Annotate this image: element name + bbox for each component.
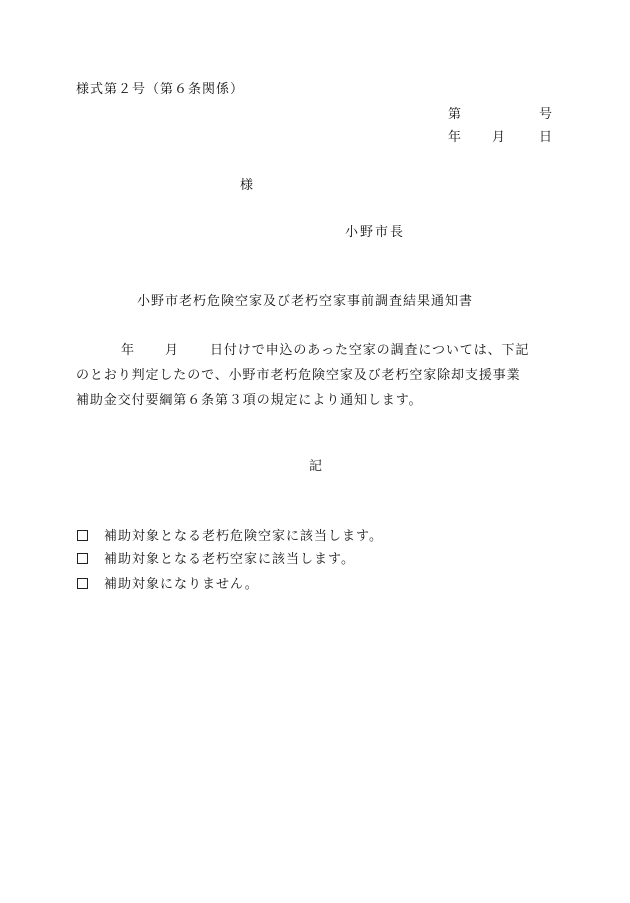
date-year-label: 年 [448,130,462,145]
option-item-1 [76,530,383,543]
form-number-label: 様式第２号（第６条関係） [76,82,245,97]
document-title: 小野市老朽危険空家及び老朽空家事前調査結果通知書 [137,294,474,309]
checkbox-1[interactable] [77,530,88,541]
option-item-3 [76,578,259,591]
option-item-2 [76,553,355,566]
body-year-label: 年 [121,343,135,358]
body-month-label: 月 [165,343,179,358]
issuer-name: 小野市長 [345,225,406,240]
body-text-line-3: 補助金交付要綱第６条第３項の規定により通知します。 [76,393,423,408]
option-label-1: 補助対象となる老朽危険空家に該当します。 [104,529,383,544]
document-number-prefix: 第 [448,107,462,122]
addressee-honorific: 様 [240,178,254,193]
date-month-label: 月 [492,130,506,145]
checkbox-2[interactable] [77,553,88,564]
body-text-line-2: のとおり判定したので、小野市老朽危険空家及び老朽空家除却支援事業 [76,368,521,383]
checkbox-3[interactable] [77,578,88,589]
body-text-line-1: 日付けで申込のあった空家の調査については、下記 [210,343,530,358]
ki-heading: 記 [309,459,323,474]
option-label-3: 補助対象になりません。 [104,577,259,592]
option-label-2: 補助対象となる老朽空家に該当します。 [104,552,355,567]
document-number-suffix: 号 [539,107,553,122]
date-day-label: 日 [539,130,553,145]
